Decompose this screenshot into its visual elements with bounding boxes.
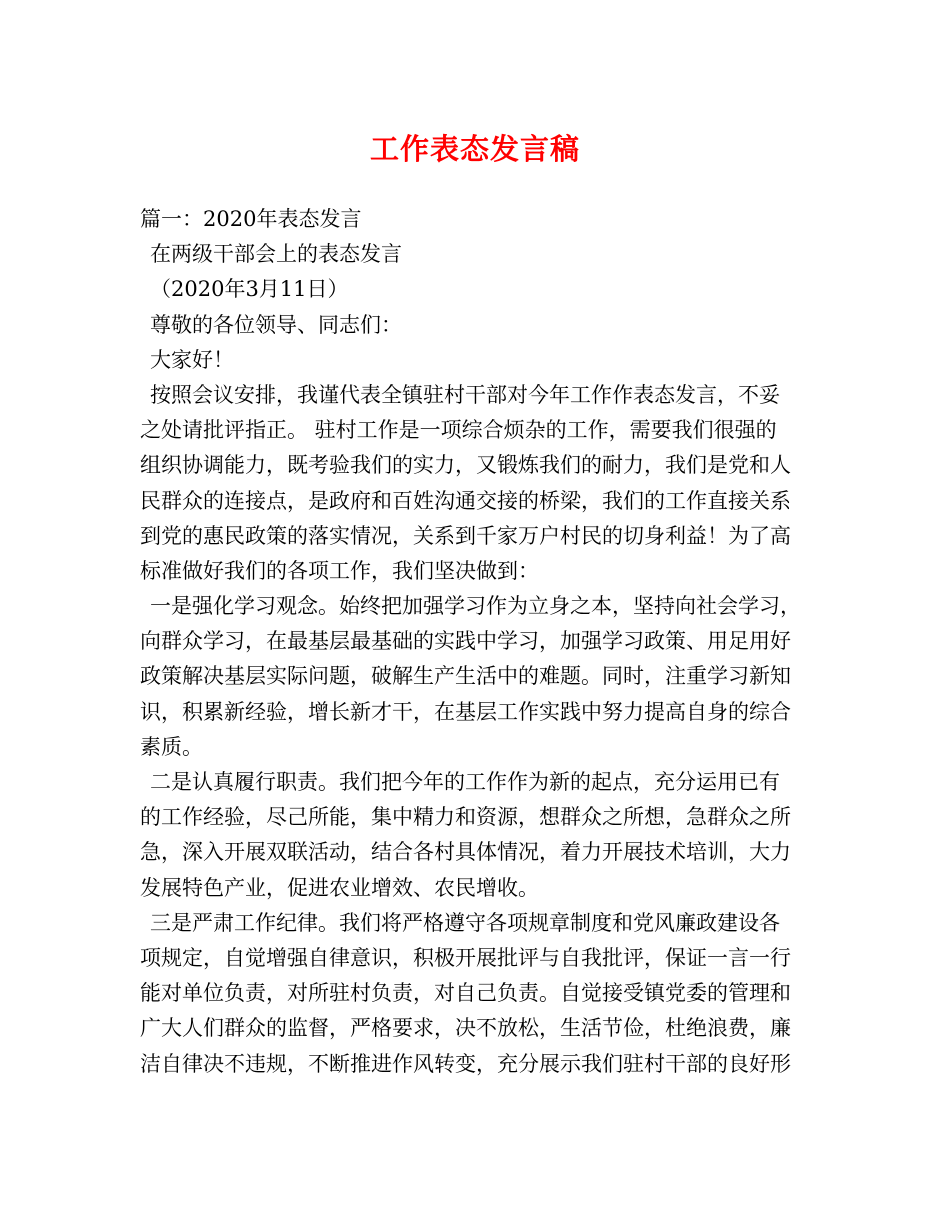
text-line: 发展特色产业，促进农业增效、农民增收。: [140, 875, 539, 900]
text-line: 急，深入开展双联活动，结合各村具体情况，着力开展技术培训，大力: [140, 840, 791, 865]
text-line: 在两级干部会上的表态发言: [150, 242, 402, 267]
text-line: 大家好！: [150, 347, 234, 372]
section-heading: 篇一：2020年表态发言: [140, 207, 362, 231]
text-line: 之处请批评指正。 驻村工作是一项综合烦杂的工作，需要我们很强的: [140, 418, 777, 443]
text-line: 识，积累新经验，增长新才干，在基层工作实践中努力提高自身的综合: [140, 699, 791, 724]
text-line: 广大人们群众的监督，严格要求，决不放松，生活节俭，杜绝浪费，廉: [140, 1016, 791, 1041]
text-line: 三是严肃工作纪律。我们将严格遵守各项规章制度和党风廉政建设各: [150, 910, 780, 935]
text-line: 政策解决基层实际问题，破解生产生活中的难题。同时，注重学习新知: [140, 664, 791, 689]
text-line: 能对单位负责，对所驻村负责，对自己负责。自觉接受镇党委的管理和: [140, 981, 791, 1006]
text-line: 的工作经验，尽己所能，集中精力和资源，想群众之所想，急群众之所: [140, 805, 791, 830]
text-line: 项规定，自觉增强自律意识，积极开展批评与自我批评，保证一言一行: [140, 945, 791, 970]
text-line: 组织协调能力，既考验我们的实力，又锻炼我们的耐力，我们是党和人: [140, 453, 791, 478]
text-line: 一是强化学习观念。始终把加强学习作为立身之本，坚持向社会学习，: [150, 594, 801, 619]
text-line: 向群众学习，在最基层最基础的实践中学习，加强学习政策、用足用好: [140, 629, 791, 654]
text-line: 到党的惠民政策的落实情况，关系到千家万户村民的切身利益！为了高: [140, 523, 791, 548]
text-line: 标准做好我们的各项工作，我们坚决做到：: [140, 558, 539, 583]
text-line: 按照会议安排，我谨代表全镇驻村干部对今年工作作表态发言，不妥: [150, 382, 780, 407]
document-title: 工作表态发言稿: [369, 132, 580, 166]
document-body: [140, 202, 814, 1082]
text-line: 素质。: [140, 734, 203, 759]
text-line: 洁自律决不违规，不断推进作风转变，充分展示我们驻村干部的良好形: [140, 1051, 791, 1076]
text-line: 尊敬的各位领导、同志们：: [150, 312, 402, 337]
text-line: 二是认真履行职责。我们把今年的工作作为新的起点，充分运用已有: [150, 770, 780, 794]
text-line: 民群众的连接点，是政府和百姓沟通交接的桥梁，我们的工作直接关系: [140, 488, 791, 513]
text-line: （2020年3月11日）: [150, 277, 349, 302]
